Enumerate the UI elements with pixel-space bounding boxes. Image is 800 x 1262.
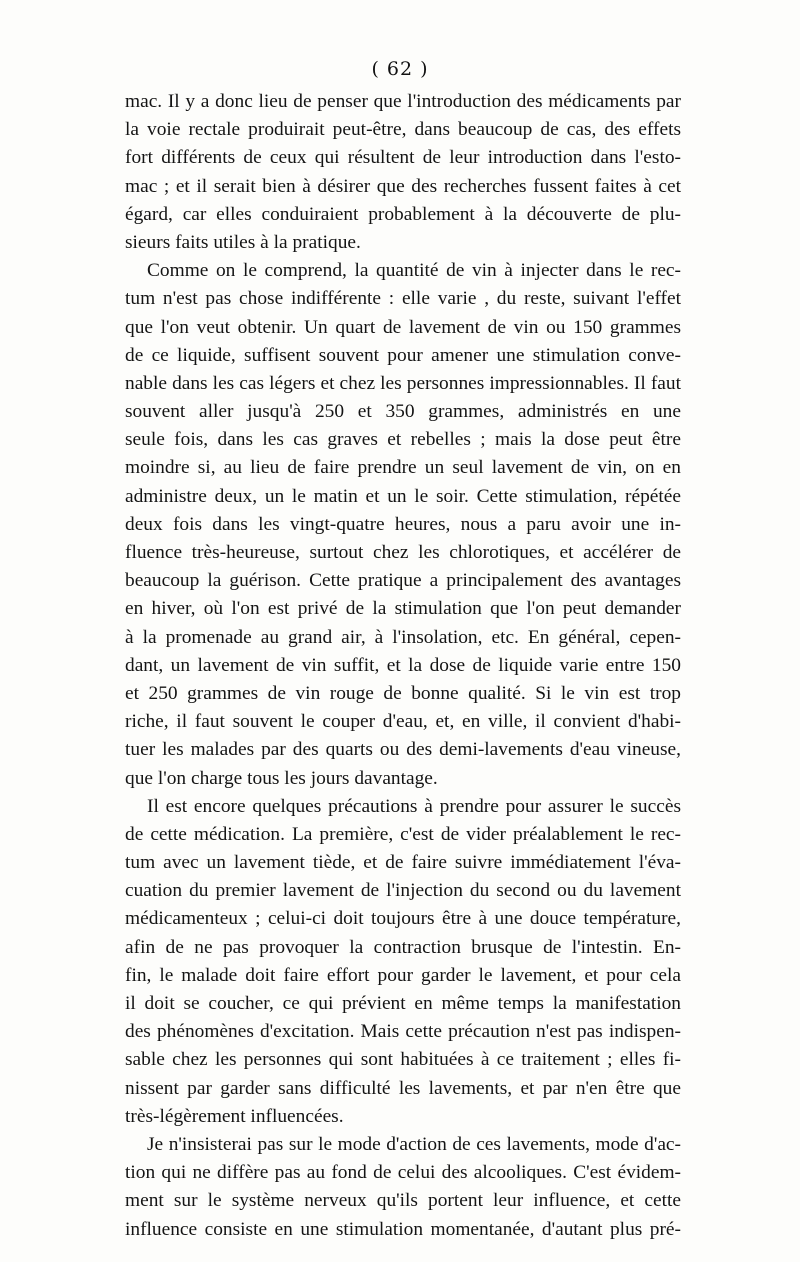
text-line: Comme on le comprend, la quantité de vin à injecter dans le rec-: [147, 260, 681, 282]
body-text: [125, 88, 681, 1244]
text-line: moindre si, au lieu de faire prendre un seul lavement de vin, on en: [125, 457, 681, 479]
text-line: de cette médication. La première, c'est de vider préalablement le rec-: [125, 823, 681, 845]
text-line: riche, il faut souvent le couper d'eau, et, en ville, il convient d'habi-: [125, 711, 681, 733]
text-line: médicamenteux ; celui-ci doit toujours être à une douce température,: [125, 908, 681, 930]
text-line: afin de ne pas provoquer la contraction brusque de l'intestin. En-: [125, 936, 681, 958]
text-line: nable dans les cas légers et chez les personnes impressionnables. Il faut: [125, 372, 681, 394]
text-line: Je n'insisterai pas sur le mode d'action de ces lavements, mode d'ac-: [147, 1133, 681, 1155]
text-line: souvent aller jusqu'à 250 et 350 grammes, administrés en une: [125, 401, 681, 423]
text-line: administre deux, un le matin et un le soir. Cette stimulation, répétée: [125, 485, 681, 507]
text-line: deux fois dans les vingt-quatre heures, nous a paru avoir une in-: [125, 513, 681, 535]
text-line: seule fois, dans les cas graves et rebelles ; mais la dose peut être: [125, 429, 681, 451]
text-line: de ce liquide, suffisent souvent pour amener une stimulation conve-: [125, 344, 681, 366]
text-line: très-légèrement influencées.: [125, 1105, 344, 1127]
text-line: dant, un lavement de vin suffit, et la dose de liquide varie entre 150: [125, 654, 681, 676]
text-line: il doit se coucher, ce qui prévient en même temps la manifestation: [125, 993, 681, 1014]
page-number: ( 62 ): [371, 58, 429, 80]
text-line: égard, car elles conduiraient probablement à la découverte de plu-: [125, 203, 681, 225]
text-line: sieurs faits utiles à la pratique.: [125, 231, 361, 253]
text-line: que l'on charge tous les jours davantage.: [125, 767, 438, 789]
text-line: et 250 grammes de vin rouge de bonne qualité. Si le vin est trop: [125, 682, 681, 704]
paragraph-4: [125, 1131, 681, 1244]
paragraph-3: [125, 793, 681, 1131]
text-line: Il est encore quelques précautions à prendre pour assurer le succès: [147, 795, 681, 817]
text-line: mac ; et il serait bien à désirer que des recherches fussent faites à cet: [125, 175, 681, 197]
text-line: tum n'est pas chose indifférente : elle varie , du reste, suivant l'effet: [125, 288, 681, 310]
text-line: à la promenade au grand air, à l'insolation, etc. En général, cepen-: [125, 626, 681, 648]
text-line: cuation du premier lavement de l'injection du second ou du lavement: [125, 880, 681, 902]
text-line: des phénomènes d'excitation. Mais cette précaution n'est pas indispen-: [125, 1021, 681, 1043]
text-line: que l'on veut obtenir. Un quart de lavement de vin ou 150 grammes: [125, 316, 681, 338]
text-line: la voie rectale produirait peut-être, dans beaucoup de cas, des effets: [125, 119, 681, 141]
text-line: fort différents de ceux qui résultent de leur introduction dans l'esto-: [125, 147, 681, 169]
text-line: nissent par garder sans difficulté les lavements, et par n'en être que: [125, 1077, 681, 1099]
text-line: beaucoup la guérison. Cette pratique a principalement des avantages: [125, 570, 681, 592]
paragraph-2: [125, 257, 681, 793]
text-line: en hiver, où l'on est privé de la stimulation que l'on peut demander: [125, 598, 681, 620]
text-line: fluence très-heureuse, surtout chez les chlorotiques, et accélérer de: [125, 542, 681, 563]
text-line: tum avec un lavement tiède, et de faire suivre immédiatement l'éva-: [125, 852, 681, 874]
text-line: influence consiste en une stimulation momentanée, d'autant plus pré-: [125, 1218, 681, 1240]
text-line: tion qui ne diffère pas au fond de celui des alcooliques. C'est évidem-: [125, 1162, 681, 1184]
text-line: tuer les malades par des quarts ou des demi-lavements d'eau vineuse,: [125, 739, 681, 761]
text-line: fin, le malade doit faire effort pour garder le lavement, et pour cela: [125, 964, 681, 986]
text-line: ment sur le système nerveux qu'ils portent leur influence, et cette: [125, 1190, 681, 1212]
text-line: mac. Il y a donc lieu de penser que l'introduction des médicaments par: [125, 91, 681, 112]
text-line: sable chez les personnes qui sont habituées à ce traitement ; elles fi-: [125, 1049, 681, 1071]
paragraph-1: [125, 88, 681, 257]
